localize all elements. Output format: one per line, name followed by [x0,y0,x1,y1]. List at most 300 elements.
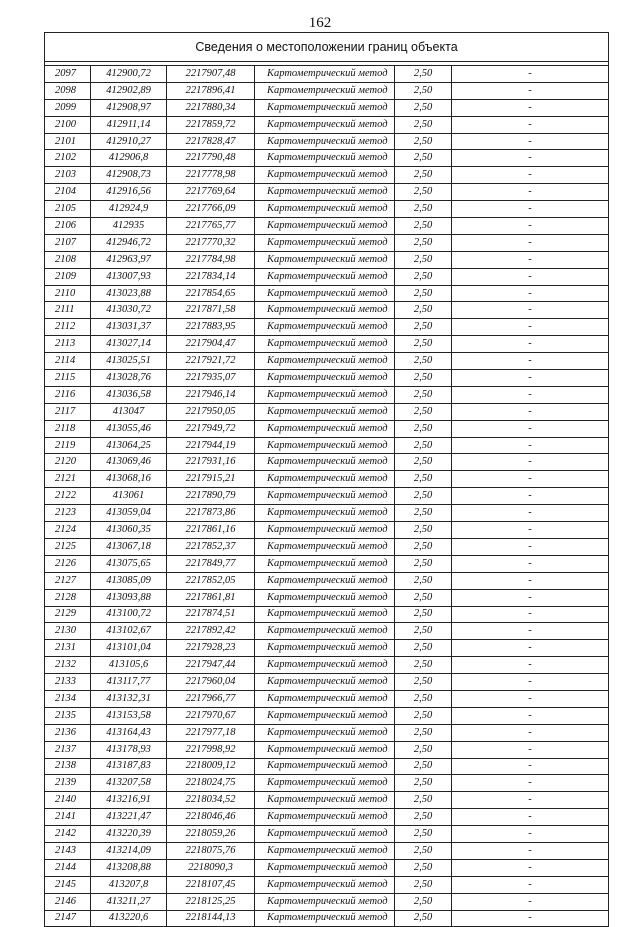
point-number-cell: 2100 [45,116,91,133]
table-row [45,218,609,235]
method-cell: Картометрический метод [255,488,395,505]
accuracy-cell: 2,50 [395,758,452,775]
table-row [45,471,609,488]
table-row [45,572,609,589]
table-row [45,589,609,606]
table-row [45,657,609,674]
description-cell: - [452,184,609,201]
x-coordinate-cell: 413028,76 [91,370,167,387]
method-cell: Картометрический метод [255,234,395,251]
x-coordinate-cell: 412924,9 [91,201,167,218]
accuracy-cell: 2,50 [395,82,452,99]
table-row [45,201,609,218]
y-coordinate-cell: 2217765,77 [167,218,255,235]
point-number-cell: 2123 [45,505,91,522]
table-row [45,99,609,116]
accuracy-cell: 2,50 [395,589,452,606]
accuracy-cell: 2,50 [395,606,452,623]
point-number-cell: 2101 [45,133,91,150]
accuracy-cell: 2,50 [395,268,452,285]
method-cell: Картометрический метод [255,910,395,927]
point-number-cell: 2097 [45,66,91,83]
description-cell: - [452,589,609,606]
table-row [45,555,609,572]
accuracy-cell: 2,50 [395,133,452,150]
description-cell: - [452,302,609,319]
x-coordinate-cell: 412963,97 [91,251,167,268]
y-coordinate-cell: 2217970,67 [167,707,255,724]
table-row [45,353,609,370]
y-coordinate-cell: 2217928,23 [167,640,255,657]
x-coordinate-cell: 413207,58 [91,775,167,792]
accuracy-cell: 2,50 [395,741,452,758]
method-cell: Картометрический метод [255,150,395,167]
method-cell: Картометрический метод [255,218,395,235]
point-number-cell: 2131 [45,640,91,657]
method-cell: Картометрический метод [255,707,395,724]
y-coordinate-cell: 2217977,18 [167,724,255,741]
y-coordinate-cell: 2217960,04 [167,674,255,691]
description-cell: - [452,674,609,691]
accuracy-cell: 2,50 [395,910,452,927]
description-cell: - [452,488,609,505]
table-row [45,116,609,133]
table-row [45,690,609,707]
table-row [45,319,609,336]
y-coordinate-cell: 2218125,25 [167,893,255,910]
accuracy-cell: 2,50 [395,555,452,572]
y-coordinate-cell: 2217859,72 [167,116,255,133]
x-coordinate-cell: 412908,97 [91,99,167,116]
table-row [45,370,609,387]
accuracy-cell: 2,50 [395,336,452,353]
point-number-cell: 2108 [45,251,91,268]
y-coordinate-cell: 2217944,19 [167,437,255,454]
y-coordinate-cell: 2217766,09 [167,201,255,218]
y-coordinate-cell: 2217935,07 [167,370,255,387]
x-coordinate-cell: 413093,88 [91,589,167,606]
description-cell: - [452,538,609,555]
y-coordinate-cell: 2217849,77 [167,555,255,572]
table-row [45,437,609,454]
method-cell: Картометрический метод [255,319,395,336]
y-coordinate-cell: 2217871,58 [167,302,255,319]
method-cell: Картометрический метод [255,640,395,657]
table-row [45,234,609,251]
point-number-cell: 2127 [45,572,91,589]
method-cell: Картометрический метод [255,99,395,116]
accuracy-cell: 2,50 [395,471,452,488]
y-coordinate-cell: 2218009,12 [167,758,255,775]
table-row [45,538,609,555]
point-number-cell: 2119 [45,437,91,454]
table-row [45,606,609,623]
y-coordinate-cell: 2217828,47 [167,133,255,150]
y-coordinate-cell: 2217892,42 [167,623,255,640]
x-coordinate-cell: 413027,14 [91,336,167,353]
y-coordinate-cell: 2218075,76 [167,842,255,859]
accuracy-cell: 2,50 [395,488,452,505]
y-coordinate-cell: 2218034,52 [167,792,255,809]
y-coordinate-cell: 2218107,45 [167,876,255,893]
table-row [45,133,609,150]
description-cell: - [452,623,609,640]
point-number-cell: 2137 [45,741,91,758]
y-coordinate-cell: 2217950,05 [167,403,255,420]
y-coordinate-cell: 2217769,64 [167,184,255,201]
accuracy-cell: 2,50 [395,201,452,218]
y-coordinate-cell: 2217998,92 [167,741,255,758]
table-row [45,724,609,741]
table-row [45,336,609,353]
x-coordinate-cell: 412906,8 [91,150,167,167]
point-number-cell: 2118 [45,420,91,437]
table-row [45,505,609,522]
table-row [45,285,609,302]
x-coordinate-cell: 412911,14 [91,116,167,133]
y-coordinate-cell: 2217790,48 [167,150,255,167]
method-cell: Картометрический метод [255,386,395,403]
y-coordinate-cell: 2217778,98 [167,167,255,184]
point-number-cell: 2145 [45,876,91,893]
accuracy-cell: 2,50 [395,234,452,251]
point-number-cell: 2136 [45,724,91,741]
description-cell: - [452,150,609,167]
point-number-cell: 2142 [45,826,91,843]
point-number-cell: 2143 [45,842,91,859]
point-number-cell: 2114 [45,353,91,370]
table-row [45,809,609,826]
point-number-cell: 2099 [45,99,91,116]
point-number-cell: 2111 [45,302,91,319]
y-coordinate-cell: 2218046,46 [167,809,255,826]
accuracy-cell: 2,50 [395,707,452,724]
point-number-cell: 2140 [45,792,91,809]
y-coordinate-cell: 2217852,37 [167,538,255,555]
description-cell: - [452,336,609,353]
x-coordinate-cell: 412916,56 [91,184,167,201]
point-number-cell: 2104 [45,184,91,201]
y-coordinate-cell: 2217896,41 [167,82,255,99]
method-cell: Картометрический метод [255,674,395,691]
table-row [45,386,609,403]
table-row [45,403,609,420]
x-coordinate-cell: 413069,46 [91,454,167,471]
x-coordinate-cell: 413036,58 [91,386,167,403]
accuracy-cell: 2,50 [395,302,452,319]
point-number-cell: 2121 [45,471,91,488]
point-number-cell: 2146 [45,893,91,910]
y-coordinate-cell: 2217921,72 [167,353,255,370]
method-cell: Картометрический метод [255,876,395,893]
table-row [45,893,609,910]
x-coordinate-cell: 413007,93 [91,268,167,285]
method-cell: Картометрический метод [255,555,395,572]
point-number-cell: 2106 [45,218,91,235]
description-cell: - [452,859,609,876]
description-cell: - [452,268,609,285]
accuracy-cell: 2,50 [395,285,452,302]
method-cell: Картометрический метод [255,690,395,707]
x-coordinate-cell: 413055,46 [91,420,167,437]
description-cell: - [452,386,609,403]
table-row [45,859,609,876]
description-cell: - [452,201,609,218]
y-coordinate-cell: 2217890,79 [167,488,255,505]
y-coordinate-cell: 2217874,51 [167,606,255,623]
x-coordinate-cell: 413059,04 [91,505,167,522]
description-cell: - [452,741,609,758]
method-cell: Картометрический метод [255,420,395,437]
method-cell: Картометрический метод [255,251,395,268]
boundary-points-table [44,32,609,927]
x-coordinate-cell: 413216,91 [91,792,167,809]
x-coordinate-cell: 413075,65 [91,555,167,572]
table-row [45,842,609,859]
point-number-cell: 2120 [45,454,91,471]
method-cell: Картометрический метод [255,657,395,674]
y-coordinate-cell: 2218024,75 [167,775,255,792]
table-caption: Сведения о местоположении границ объекта [45,33,609,62]
table-row [45,674,609,691]
method-cell: Картометрический метод [255,842,395,859]
point-number-cell: 2141 [45,809,91,826]
x-coordinate-cell: 413117,77 [91,674,167,691]
x-coordinate-cell: 413085,09 [91,572,167,589]
method-cell: Картометрический метод [255,792,395,809]
x-coordinate-cell: 413178,93 [91,741,167,758]
description-cell: - [452,555,609,572]
description-cell: - [452,437,609,454]
accuracy-cell: 2,50 [395,251,452,268]
y-coordinate-cell: 2217854,65 [167,285,255,302]
point-number-cell: 2110 [45,285,91,302]
y-coordinate-cell: 2217966,77 [167,690,255,707]
y-coordinate-cell: 2218090,3 [167,859,255,876]
method-cell: Картометрический метод [255,538,395,555]
table-row [45,454,609,471]
description-cell: - [452,690,609,707]
accuracy-cell: 2,50 [395,370,452,387]
point-number-cell: 2138 [45,758,91,775]
description-cell: - [452,251,609,268]
accuracy-cell: 2,50 [395,826,452,843]
point-number-cell: 2107 [45,234,91,251]
accuracy-cell: 2,50 [395,893,452,910]
point-number-cell: 2128 [45,589,91,606]
accuracy-cell: 2,50 [395,876,452,893]
point-number-cell: 2147 [45,910,91,927]
x-coordinate-cell: 413061 [91,488,167,505]
description-cell: - [452,775,609,792]
point-number-cell: 2109 [45,268,91,285]
table-row [45,741,609,758]
description-cell: - [452,826,609,843]
point-number-cell: 2117 [45,403,91,420]
description-cell: - [452,471,609,488]
accuracy-cell: 2,50 [395,623,452,640]
description-cell: - [452,319,609,336]
description-cell: - [452,758,609,775]
x-coordinate-cell: 413100,72 [91,606,167,623]
method-cell: Картометрический метод [255,66,395,83]
description-cell: - [452,167,609,184]
method-cell: Картометрический метод [255,336,395,353]
table-row [45,640,609,657]
method-cell: Картометрический метод [255,454,395,471]
x-coordinate-cell: 413047 [91,403,167,420]
description-cell: - [452,842,609,859]
point-number-cell: 2144 [45,859,91,876]
accuracy-cell: 2,50 [395,99,452,116]
accuracy-cell: 2,50 [395,674,452,691]
description-cell: - [452,707,609,724]
x-coordinate-cell: 413207,8 [91,876,167,893]
x-coordinate-cell: 412902,89 [91,82,167,99]
table-caption-row [45,33,609,62]
y-coordinate-cell: 2217931,16 [167,454,255,471]
method-cell: Картометрический метод [255,893,395,910]
description-cell: - [452,420,609,437]
table-row [45,184,609,201]
accuracy-cell: 2,50 [395,792,452,809]
table-row [45,251,609,268]
point-number-cell: 2126 [45,555,91,572]
accuracy-cell: 2,50 [395,859,452,876]
description-cell: - [452,606,609,623]
point-number-cell: 2134 [45,690,91,707]
x-coordinate-cell: 413220,39 [91,826,167,843]
description-cell: - [452,657,609,674]
x-coordinate-cell: 413102,67 [91,623,167,640]
x-coordinate-cell: 413132,31 [91,690,167,707]
method-cell: Картометрический метод [255,775,395,792]
x-coordinate-cell: 412908,73 [91,167,167,184]
method-cell: Картометрический метод [255,522,395,539]
table-row [45,707,609,724]
x-coordinate-cell: 413031,37 [91,319,167,336]
accuracy-cell: 2,50 [395,353,452,370]
description-cell: - [452,572,609,589]
point-number-cell: 2098 [45,82,91,99]
table-row [45,775,609,792]
accuracy-cell: 2,50 [395,842,452,859]
point-number-cell: 2132 [45,657,91,674]
y-coordinate-cell: 2217904,47 [167,336,255,353]
table-body [45,33,609,927]
x-coordinate-cell: 413153,58 [91,707,167,724]
x-coordinate-cell: 413025,51 [91,353,167,370]
description-cell: - [452,218,609,235]
accuracy-cell: 2,50 [395,657,452,674]
method-cell: Картометрический метод [255,826,395,843]
description-cell: - [452,809,609,826]
description-cell: - [452,724,609,741]
description-cell: - [452,893,609,910]
method-cell: Картометрический метод [255,589,395,606]
point-number-cell: 2124 [45,522,91,539]
y-coordinate-cell: 2217946,14 [167,386,255,403]
method-cell: Картометрический метод [255,724,395,741]
accuracy-cell: 2,50 [395,116,452,133]
table-row [45,66,609,83]
method-cell: Картометрический метод [255,133,395,150]
accuracy-cell: 2,50 [395,809,452,826]
description-cell: - [452,876,609,893]
method-cell: Картометрический метод [255,471,395,488]
x-coordinate-cell: 413187,83 [91,758,167,775]
y-coordinate-cell: 2217880,34 [167,99,255,116]
x-coordinate-cell: 412935 [91,218,167,235]
description-cell: - [452,133,609,150]
method-cell: Картометрический метод [255,353,395,370]
x-coordinate-cell: 413164,43 [91,724,167,741]
method-cell: Картометрический метод [255,859,395,876]
y-coordinate-cell: 2217947,44 [167,657,255,674]
y-coordinate-cell: 2218059,26 [167,826,255,843]
table-row [45,268,609,285]
accuracy-cell: 2,50 [395,572,452,589]
point-number-cell: 2129 [45,606,91,623]
point-number-cell: 2103 [45,167,91,184]
x-coordinate-cell: 413068,16 [91,471,167,488]
description-cell: - [452,454,609,471]
accuracy-cell: 2,50 [395,386,452,403]
point-number-cell: 2105 [45,201,91,218]
y-coordinate-cell: 2217907,48 [167,66,255,83]
table-row [45,910,609,927]
method-cell: Картометрический метод [255,201,395,218]
method-cell: Картометрический метод [255,758,395,775]
description-cell: - [452,640,609,657]
description-cell: - [452,370,609,387]
description-cell: - [452,403,609,420]
method-cell: Картометрический метод [255,606,395,623]
x-coordinate-cell: 412910,27 [91,133,167,150]
accuracy-cell: 2,50 [395,403,452,420]
method-cell: Картометрический метод [255,370,395,387]
x-coordinate-cell: 413221,47 [91,809,167,826]
x-coordinate-cell: 413060,35 [91,522,167,539]
y-coordinate-cell: 2217873,86 [167,505,255,522]
page-number: 162 [308,15,332,31]
method-cell: Картометрический метод [255,285,395,302]
method-cell: Картометрический метод [255,403,395,420]
accuracy-cell: 2,50 [395,184,452,201]
method-cell: Картометрический метод [255,572,395,589]
table-row [45,302,609,319]
table-row [45,876,609,893]
y-coordinate-cell: 2217834,14 [167,268,255,285]
method-cell: Картометрический метод [255,505,395,522]
y-coordinate-cell: 2217784,98 [167,251,255,268]
table-row [45,150,609,167]
description-cell: - [452,82,609,99]
description-cell: - [452,792,609,809]
point-number-cell: 2135 [45,707,91,724]
description-cell: - [452,234,609,251]
x-coordinate-cell: 413067,18 [91,538,167,555]
accuracy-cell: 2,50 [395,150,452,167]
method-cell: Картометрический метод [255,437,395,454]
x-coordinate-cell: 413208,88 [91,859,167,876]
x-coordinate-cell: 413105,6 [91,657,167,674]
y-coordinate-cell: 2217883,95 [167,319,255,336]
point-number-cell: 2115 [45,370,91,387]
method-cell: Картометрический метод [255,82,395,99]
y-coordinate-cell: 2217852,05 [167,572,255,589]
y-coordinate-cell: 2217861,16 [167,522,255,539]
